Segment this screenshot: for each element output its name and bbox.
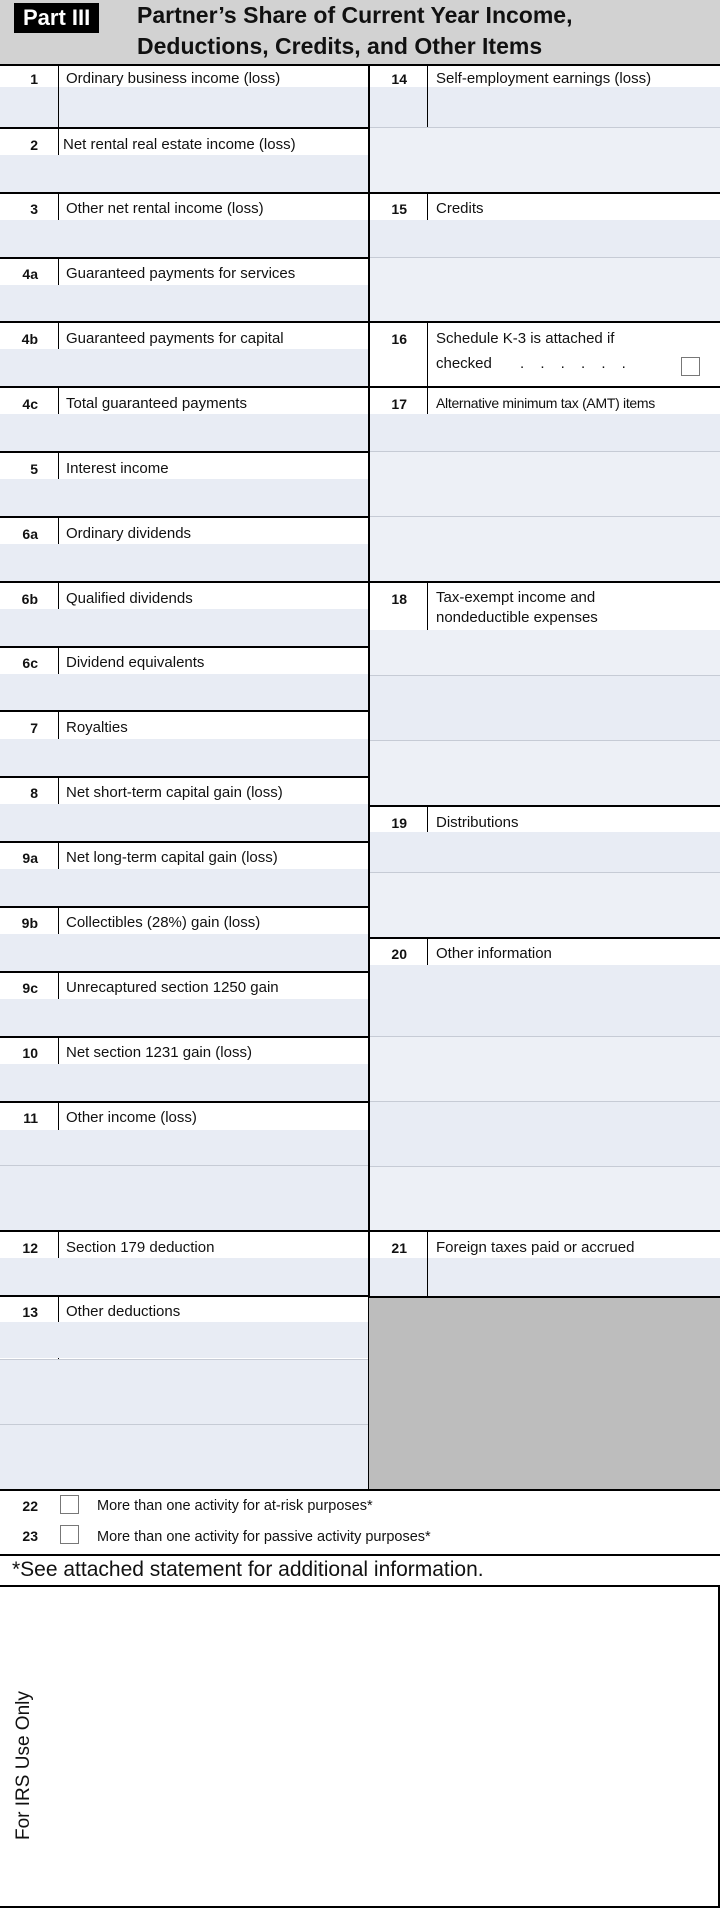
- schedule-k3-checkbox[interactable]: [681, 357, 700, 376]
- shaded-area: [369, 1298, 720, 1489]
- line-2-entry[interactable]: [0, 155, 368, 192]
- line-20-number: 20: [391, 946, 407, 962]
- line-5-label: Interest income: [66, 460, 169, 477]
- line-13-entry-a[interactable]: [0, 1322, 368, 1358]
- line-18-entry-c[interactable]: [370, 741, 720, 805]
- line-11-label: Other income (loss): [66, 1109, 197, 1126]
- row-divider: [0, 192, 368, 194]
- line-17-entry-a[interactable]: [370, 414, 720, 451]
- row-divider: [0, 971, 368, 973]
- line-16-number: 16: [391, 331, 407, 347]
- line-19-number: 19: [391, 815, 407, 831]
- line-21-number: 21: [391, 1240, 407, 1256]
- line-5-number: 5: [30, 461, 38, 477]
- line-9b-entry[interactable]: [0, 934, 368, 971]
- line-4a-entry[interactable]: [0, 285, 368, 321]
- line-16-label-1: Schedule K-3 is attached if: [436, 330, 615, 347]
- line-14-entry-b[interactable]: [370, 128, 720, 192]
- line-6a-number: 6a: [22, 526, 38, 542]
- line-12-entry[interactable]: [0, 1258, 368, 1295]
- line-10-entry[interactable]: [0, 1064, 368, 1101]
- row-divider: [0, 451, 368, 453]
- line-6b-number: 6b: [21, 591, 38, 607]
- line-23-number: 23: [22, 1528, 38, 1544]
- row-divider: [370, 192, 720, 194]
- row-divider: [0, 1230, 368, 1232]
- row-divider: [0, 646, 368, 648]
- line-17-entry-c[interactable]: [370, 517, 720, 581]
- line-17-number: 17: [391, 396, 407, 412]
- line-7-number: 7: [30, 720, 38, 736]
- row-divider: [370, 581, 720, 583]
- line-13-entry-c[interactable]: [0, 1425, 368, 1489]
- line-15-entry-b[interactable]: [370, 258, 720, 321]
- line-22-label: More than one activity for at-risk purposes*: [97, 1498, 373, 1514]
- line-6a-entry[interactable]: [0, 544, 368, 581]
- line-8-label: Net short-term capital gain (loss): [66, 784, 283, 801]
- line-14-number: 14: [391, 71, 407, 87]
- row-divider: [0, 1295, 368, 1297]
- line-20-entry-c[interactable]: [370, 1102, 720, 1166]
- line-9b-number: 9b: [21, 915, 38, 931]
- line-19-entry-b[interactable]: [370, 873, 720, 937]
- line-10-label: Net section 1231 gain (loss): [66, 1044, 252, 1061]
- line-5-entry[interactable]: [0, 479, 368, 516]
- row-divider: [0, 257, 368, 259]
- line-21-label: Foreign taxes paid or accrued: [436, 1239, 635, 1256]
- line-20-entry-a[interactable]: [370, 965, 720, 1036]
- line-15-number: 15: [391, 201, 407, 217]
- line-4a-number: 4a: [22, 266, 38, 282]
- row-divider: [370, 805, 720, 807]
- line-18-entry-b[interactable]: [370, 676, 720, 740]
- line-1-entry[interactable]: [59, 87, 368, 127]
- line-7-label: Royalties: [66, 719, 128, 736]
- line-6b-label: Qualified dividends: [66, 590, 193, 607]
- line-9b-label: Collectibles (28%) gain (loss): [66, 914, 261, 931]
- line-9c-label: Unrecaptured section 1250 gain: [66, 979, 279, 996]
- attached-statement-note: *See attached statement for additional information.: [12, 1558, 484, 1581]
- row-divider: [0, 516, 368, 518]
- line-20-entry-d[interactable]: [370, 1167, 720, 1230]
- line-11-number: 11: [23, 1110, 38, 1126]
- line-22-number: 22: [22, 1498, 38, 1514]
- passive-activity-checkbox[interactable]: [60, 1525, 79, 1544]
- line-9a-number: 9a: [22, 850, 38, 866]
- part-header: [0, 0, 720, 66]
- line-2-label: Net rental real estate income (loss): [63, 136, 296, 153]
- row-divider: [370, 321, 720, 323]
- line-8-number: 8: [30, 785, 38, 801]
- line-1-code[interactable]: [0, 87, 58, 127]
- line-18-label-2: nondeductible expenses: [436, 609, 598, 626]
- line-3-label: Other net rental income (loss): [66, 200, 264, 217]
- line-6b-entry[interactable]: [0, 609, 368, 646]
- row-divider: [370, 1230, 720, 1232]
- line-6c-number: 6c: [22, 655, 38, 671]
- line-7-entry[interactable]: [0, 739, 368, 776]
- row-subdivider: [0, 1165, 368, 1166]
- line-9a-entry[interactable]: [0, 869, 368, 906]
- line-9c-number: 9c: [22, 980, 38, 996]
- line-4c-label: Total guaranteed payments: [66, 395, 247, 412]
- line-21-entry[interactable]: [428, 1258, 720, 1298]
- row-divider: [0, 906, 368, 908]
- line-4a-label: Guaranteed payments for services: [66, 265, 296, 282]
- line-9a-label: Net long-term capital gain (loss): [66, 849, 278, 866]
- row-divider: [0, 841, 368, 843]
- line-19-label: Distributions: [436, 814, 519, 831]
- line-19-entry-a[interactable]: [370, 832, 720, 872]
- line-4c-entry[interactable]: [0, 414, 368, 451]
- line-4c-number: 4c: [22, 396, 38, 412]
- row-divider: [370, 386, 720, 388]
- line-8-entry[interactable]: [0, 804, 368, 841]
- row-divider: [0, 321, 368, 323]
- line-4b-entry[interactable]: [0, 349, 368, 386]
- line-1-number: 1: [30, 71, 38, 87]
- line-18-label-1: Tax-exempt income and: [436, 589, 596, 606]
- line-20-entry-b[interactable]: [370, 1037, 720, 1101]
- bottom-border: [0, 1906, 720, 1908]
- line-10-number: 10: [22, 1045, 38, 1061]
- line-15-label: Credits: [436, 200, 484, 217]
- row-divider: [0, 1101, 368, 1103]
- line-21-code[interactable]: [370, 1258, 427, 1298]
- line-14-code[interactable]: [370, 87, 427, 127]
- line-18-number: 18: [391, 591, 407, 607]
- row-divider: [0, 1036, 368, 1038]
- section-divider: [0, 1585, 720, 1587]
- line-12-label: Section 179 deduction: [66, 1239, 215, 1256]
- row-divider: [0, 710, 368, 712]
- line-13-number: 13: [22, 1304, 38, 1320]
- line-16-label-2: checked: [436, 355, 492, 372]
- line-13-label: Other deductions: [66, 1303, 181, 1320]
- line-11-entry-a[interactable]: [0, 1130, 368, 1165]
- line-16-leader: . . . . . .: [520, 355, 632, 372]
- row-divider: [0, 386, 368, 388]
- line-12-number: 12: [22, 1240, 38, 1256]
- row-divider: [0, 581, 368, 583]
- line-18-entry-a[interactable]: [370, 630, 720, 675]
- row-divider: [0, 127, 368, 129]
- line-3-number: 3: [30, 201, 38, 217]
- line-14-label: Self-employment earnings (loss): [436, 70, 652, 87]
- row-divider: [0, 776, 368, 778]
- line-13-entry-b[interactable]: [0, 1360, 368, 1424]
- irs-use-only-label: For IRS Use Only: [13, 1691, 34, 1840]
- line-11-entry-b[interactable]: [0, 1166, 368, 1230]
- part-label: Part III: [14, 3, 99, 33]
- line-23-label: More than one activity for passive activity purposes*: [97, 1529, 431, 1545]
- part-title-line1: Partner’s Share of Current Year Income,: [137, 2, 573, 28]
- line-2-number: 2: [30, 137, 38, 153]
- line-3-entry[interactable]: [0, 220, 368, 257]
- line-6a-label: Ordinary dividends: [66, 525, 192, 542]
- line-17-label: Alternative minimum tax (AMT) items: [436, 395, 655, 411]
- part-title: [137, 0, 572, 62]
- part-title-line2: Deductions, Credits, and Other Items: [137, 33, 543, 59]
- line-6c-label: Dividend equivalents: [66, 654, 205, 671]
- line-9c-entry[interactable]: [0, 999, 368, 1036]
- line-6c-entry[interactable]: [0, 674, 368, 710]
- line-20-label: Other information: [436, 945, 552, 962]
- line-17-entry-b[interactable]: [370, 452, 720, 516]
- line-1-label: Ordinary business income (loss): [66, 70, 281, 87]
- section-divider: [0, 1489, 720, 1491]
- row-divider: [370, 937, 720, 939]
- line-14-entry[interactable]: [428, 87, 720, 127]
- at-risk-checkbox[interactable]: [60, 1495, 79, 1514]
- line-15-entry-a[interactable]: [370, 220, 720, 257]
- line-4b-number: 4b: [21, 331, 38, 347]
- line-4b-label: Guaranteed payments for capital: [66, 330, 284, 347]
